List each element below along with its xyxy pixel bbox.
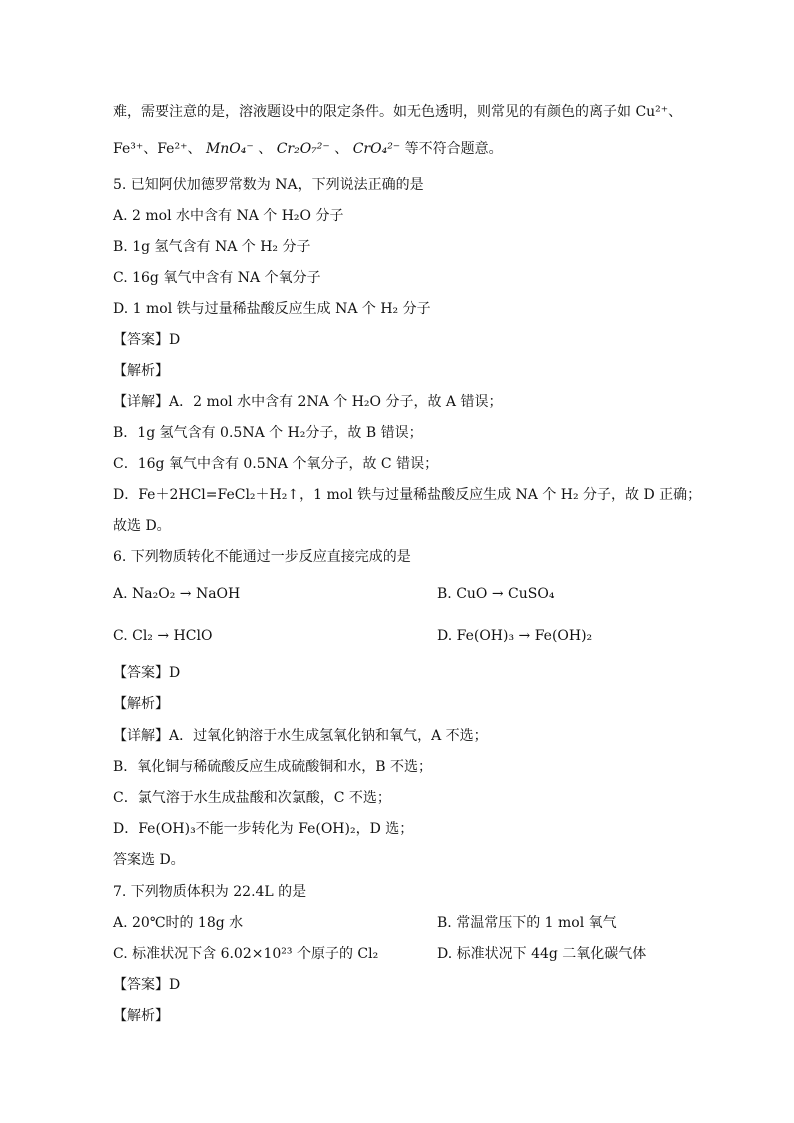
q7-answer: 【答案】D (113, 977, 181, 993)
q5-detail-line: B．1g 氢气含有 0.5NA 个 H₂分子，故 B 错误； (113, 425, 423, 441)
q6-conclusion: 答案选 D。 (113, 852, 185, 868)
q6-option-d: D. Fe(OH)₃ → Fe(OH)₂ (437, 628, 593, 644)
ion-list-suffix: 等不符合题意。 (404, 141, 503, 157)
ion-list-line (113, 139, 503, 159)
q7-option-c: C. 标准状况下含 6.02×10²³ 个原子的 Cl₂ (113, 946, 379, 962)
ion-cro4: CrO₄²⁻ (352, 141, 401, 157)
ion-cr2o7: Cr₂O₇²⁻ (276, 141, 330, 157)
q5-conclusion: 故选 D。 (113, 518, 171, 534)
q5-analysis-label: 【解析】 (113, 363, 169, 379)
q7-analysis-label: 【解析】 (113, 1008, 169, 1024)
q6-analysis-label: 【解析】 (113, 696, 169, 712)
ion-mno4: MnO₄⁻ (205, 141, 254, 157)
question-5-stem: 5. 已知阿伏加德罗常数为 NA，下列说法正确的是 (113, 177, 424, 193)
q7-option-d: D. 标准状况下 44g 二氧化碳气体 (437, 946, 647, 962)
q5-detail-line: 【详解】A．2 mol 水中含有 2NA 个 H₂O 分子，故 A 错误； (113, 394, 503, 410)
question-6-stem: 6. 下列物质转化不能通过一步反应直接完成的是 (113, 549, 411, 565)
q6-option-c: C. Cl₂ → HClO (113, 628, 213, 644)
q6-detail-line: D．Fe(OH)₃不能一步转化为 Fe(OH)₂，D 选； (113, 821, 414, 837)
q6-option-a: A. Na₂O₂ → NaOH (113, 586, 241, 602)
q5-detail-line: C．16g 氧气中含有 0.5NA 个氧分子，故 C 错误； (113, 456, 439, 472)
q5-answer: 【答案】D (113, 332, 181, 348)
q6-detail-line: 【详解】A．过氧化钠溶于水生成氢氧化钠和氧气，A 不选； (113, 728, 488, 744)
q6-answer: 【答案】D (113, 665, 181, 681)
text-line: 难，需要注意的是，溶液题设中的限定条件。如无色透明，则常见的有颜色的离子如 Cu²⁺、 (113, 104, 683, 120)
q5-option-c: C. 16g 氧气中含有 NA 个氧分子 (113, 270, 321, 286)
q6-detail-line: C．氯气溶于水生成盐酸和次氯酸，C 不选； (113, 790, 391, 806)
q7-option-b: B. 常温常压下的 1 mol 氧气 (437, 915, 617, 931)
separator: 、 (258, 141, 273, 157)
question-7-stem: 7. 下列物质体积为 22.4L 的是 (113, 884, 307, 900)
q5-option-a: A. 2 mol 水中含有 NA 个 H₂O 分子 (113, 208, 344, 224)
q5-option-d: D. 1 mol 铁与过量稀盐酸反应生成 NA 个 H₂ 分子 (113, 301, 431, 317)
q7-option-a: A. 20℃时的 18g 水 (113, 915, 244, 931)
q6-option-b: B. CuO → CuSO₄ (437, 586, 555, 602)
q5-detail-line: D．Fe＋2HCl=FeCl₂＋H₂↑，1 mol 铁与过量稀盐酸反应生成 NA 个 H₂ 分子，故 D 正确； (113, 487, 702, 503)
separator: 、 (334, 141, 349, 157)
ion-list-prefix: Fe³⁺、Fe²⁺、 (113, 141, 202, 157)
q6-detail-line: B．氧化铜与稀硫酸反应生成硫酸铜和水，B 不选； (113, 759, 433, 775)
q5-option-b: B. 1g 氢气含有 NA 个 H₂ 分子 (113, 239, 311, 255)
